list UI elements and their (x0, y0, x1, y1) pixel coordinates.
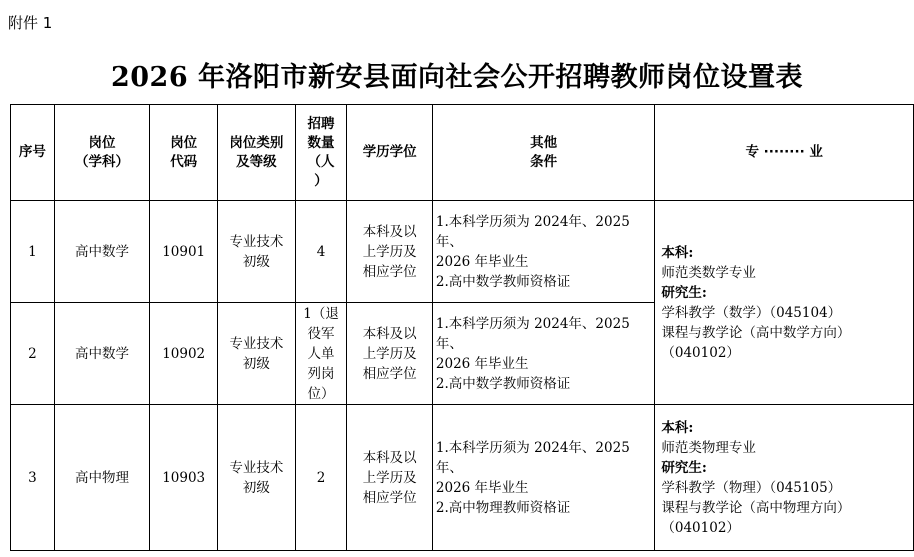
cell-post: 高中数学 (54, 303, 149, 405)
cell-post: 高中物理 (54, 405, 149, 551)
grad-label: 研究生: (661, 284, 707, 301)
cell-education: 本科及以 上学历及 相应学位 (347, 405, 432, 551)
undergrad-label: 本科: (661, 244, 694, 261)
cell-seq: 3 (11, 405, 55, 551)
cell-code: 10902 (150, 303, 218, 405)
cell-count: 1（退 役军 人单 列岗 位） (295, 303, 347, 405)
grad-major: 学科教学（数学）（045104） 课程与教学论（高中数学方向） （040102） (661, 304, 851, 361)
cell-seq: 1 (11, 201, 55, 303)
undergrad-major: 师范类数学专业 (661, 264, 756, 281)
position-table (10, 104, 914, 551)
page-title: 2026 年洛阳市新安县面向社会公开招聘教师岗位设置表 (110, 62, 804, 93)
cell-code: 10901 (150, 201, 218, 303)
header-row (11, 105, 914, 201)
table-row (11, 405, 914, 551)
cell-other: 1.本科学历须为 2024年、2025年、 2026 年毕业生 2.高中数学教师资格证 (432, 201, 654, 303)
header-category: 岗位类别 及等级 (218, 105, 296, 201)
header-code: 岗位 代码 (150, 105, 218, 201)
grad-major: 学科教学（物理）（045105） 课程与教学论（高中物理方向） （040102） (661, 479, 851, 536)
undergrad-major: 师范类物理专业 (661, 439, 756, 456)
header-seq: 序号 (11, 105, 55, 201)
grad-label: 研究生: (661, 459, 707, 476)
cell-other: 1.本科学历须为 2024年、2025年、 2026 年毕业生 2.高中数学教师资格证 (432, 303, 654, 405)
cell-education: 本科及以 上学历及 相应学位 (347, 201, 432, 303)
cell-count: 4 (295, 201, 347, 303)
table-row (11, 201, 914, 303)
cell-major-math (655, 201, 914, 405)
cell-other: 1.本科学历须为 2024年、2025年、 2026 年毕业生 2.高中物理教师资格证 (432, 405, 654, 551)
cell-major-physics (655, 405, 914, 551)
cell-category: 专业技术 初级 (218, 405, 296, 551)
header-post: 岗位 （学科） (54, 105, 149, 201)
cell-post: 高中数学 (54, 201, 149, 303)
attachment-label: 附件 1 (8, 14, 53, 32)
cell-seq: 2 (11, 303, 55, 405)
cell-code: 10903 (150, 405, 218, 551)
cell-count: 2 (295, 405, 347, 551)
cell-education: 本科及以 上学历及 相应学位 (347, 303, 432, 405)
header-education: 学历学位 (347, 105, 432, 201)
header-count: 招聘 数量 （人 ） (295, 105, 347, 201)
cell-category: 专业技术 初级 (218, 303, 296, 405)
header-other: 其他 条件 (432, 105, 654, 201)
cell-category: 专业技术 初级 (218, 201, 296, 303)
header-major: 专 ········ 业 (655, 105, 914, 201)
undergrad-label: 本科: (661, 419, 694, 436)
